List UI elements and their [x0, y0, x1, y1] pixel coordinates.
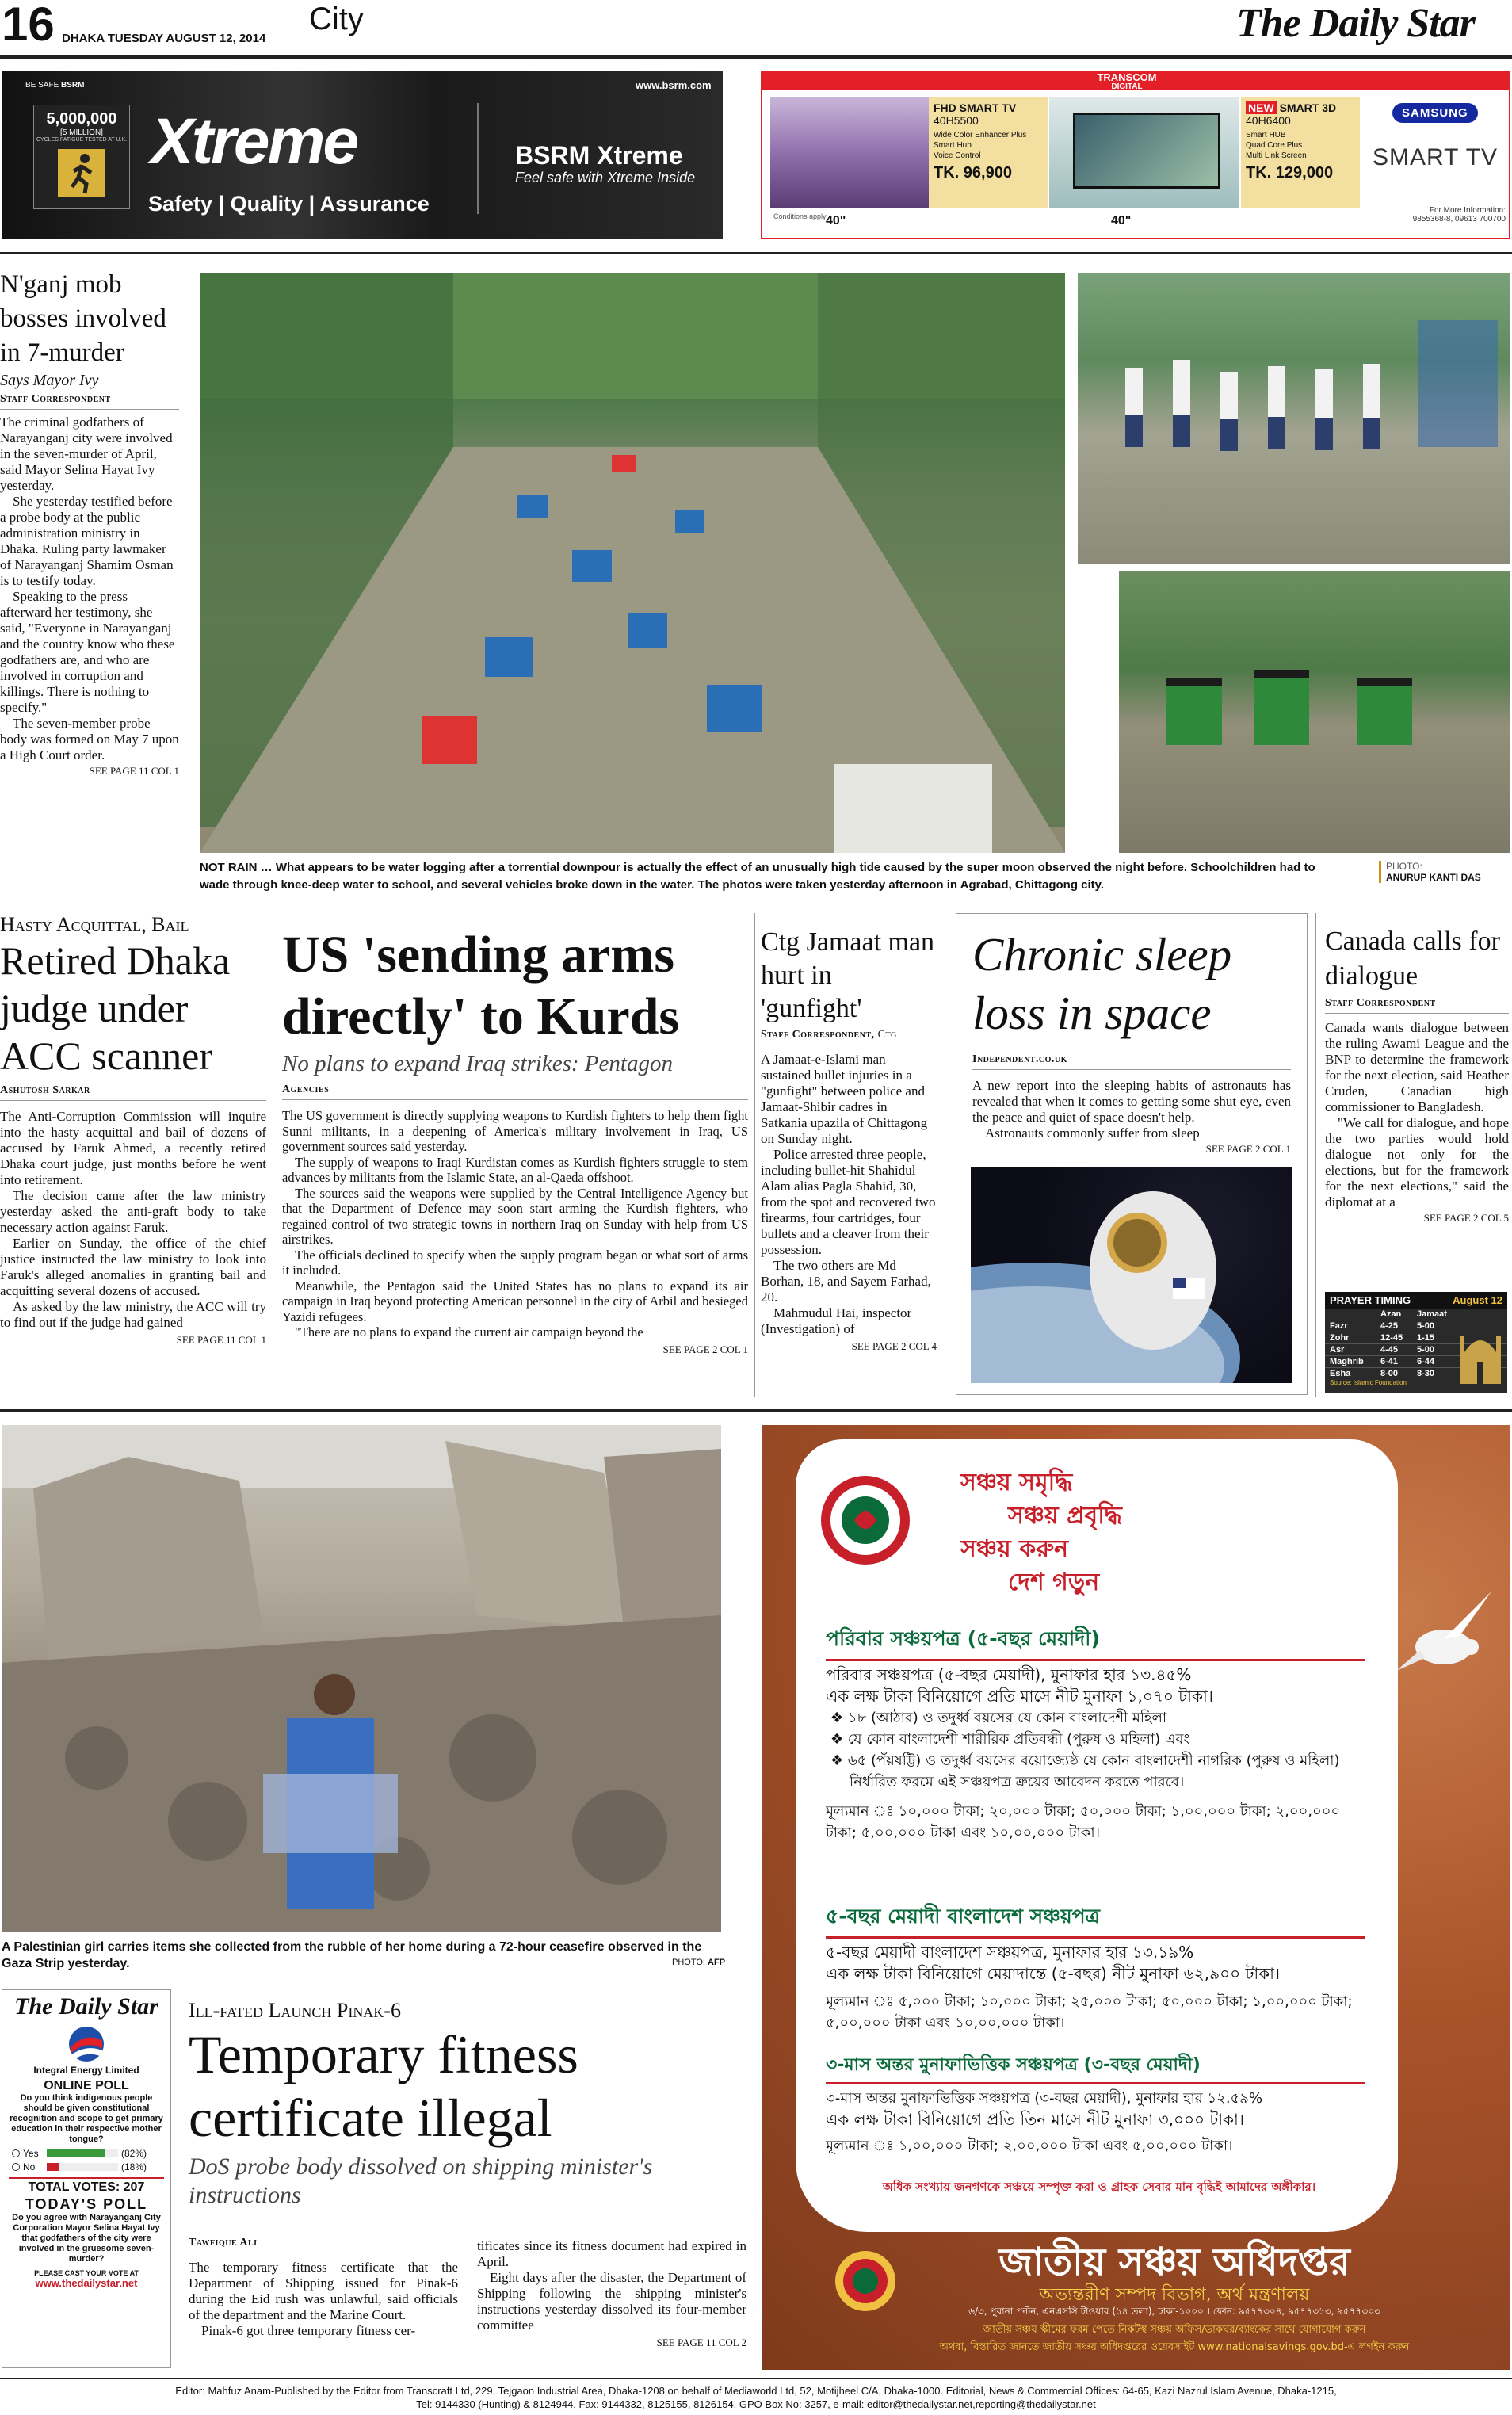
scheme-1-heading: পরিবার সঞ্চয়পত্র (৫-বছর মেয়াদী) [826, 1623, 1365, 1661]
ad-samsung-tv1-panel [929, 97, 1048, 208]
ad-national-savings[interactable] [762, 1425, 1510, 2370]
gaza-caption: A Palestinian girl carries items she collected from the rubble of her home during a 72-hour ceasefire observed in the Gaza Strip yesterday. [2, 1940, 702, 1970]
ad-samsung-tv1-image [770, 97, 929, 208]
dateline: DHAKA TUESDAY AUGUST 12, 2014 [62, 32, 266, 45]
ad-samsung-dealer: TRANSCOM DIGITAL [1097, 71, 1157, 91]
no-bar [47, 2163, 59, 2171]
bangladesh-emblem-icon [818, 1473, 913, 1568]
yes-radio[interactable] [12, 2149, 20, 2157]
scheme-1-price: মূল্যমান ঃ ১০,০০০ টাকা; ২০,০০০ টাকা; ৫০,০০০ টাকা; ১,০০,০০০ টাকা; ২,০০,০০০ টাকা; ৫,০০,০০০ টাকা এবং ১০,০০,০০০ টাকা। [826, 1803, 1341, 1841]
no-radio[interactable] [12, 2163, 20, 2171]
azan-time: 12-45 [1380, 1333, 1403, 1343]
ad-bsrm-count: 5,000,000 [46, 110, 117, 128]
ad-samsung-tv2-panel [1241, 97, 1360, 208]
deck: No plans to expand Iraq strikes: Pentagon [282, 1051, 673, 1076]
photo-flooded-street [200, 273, 1065, 853]
story-body: A new report into the sleeping habits of astronauts has revealed that when it comes to getting some shut eye, even the peace and quiet of space doesn't help. Astronauts commonly suffer from sleep [972, 1078, 1291, 1141]
headline[interactable]: Temporary fitness certificate illegal [189, 2024, 578, 2148]
byline: Staff Correspondent, Ctg [761, 1029, 937, 1045]
see-page[interactable]: SEE PAGE 2 COL 5 [1423, 1212, 1509, 1224]
rubble-scene [2, 1425, 721, 1932]
tv2-features: Smart HUB Quad Core Plus Multi Link Screen [1246, 131, 1307, 160]
jamaat-time: 5-00 [1417, 1321, 1435, 1331]
poll-url[interactable]: www.thedailystar.net [35, 2277, 138, 2289]
photo-caption: NOT RAIN … What appears to be water logging after a torrential downpour is actually the effect of an unusually high tide caused by the super moon observed the night before. Schoolchildren had to wade through knee-deep water to school, and several vehicles broke down in the water. The photos were taken yesterday afternoon in Agrabad, Chittagong city. [200, 861, 1315, 892]
imprint-line-2: Tel: 9144330 (Hunting) & 8124944, Fax: 9144332, 8125155, 8126154, GPO Box No: 3257, e-mail: editor@thedailystar.net,reporting@thedailystar.net [416, 2398, 1096, 2410]
story-canada [1325, 924, 1509, 1225]
azan-time: 4-45 [1380, 1345, 1399, 1355]
prayer-header: PRAYER TIMING August 12 [1325, 1292, 1507, 1309]
see-page[interactable]: SEE PAGE 2 COL 1 [662, 1343, 748, 1355]
headline[interactable]: N'ganj mob bosses involved in 7-murder [0, 270, 166, 367]
story-body: The Anti-Corruption Commission will inquire into the hasty acquittal and bail of dozens of accused by Faruk Ahmed, a recently retired Dhaka court judge, just months before he went into retirement. The decision came after the law ministry yesterday asked the anti-graft body to take necessary action against Faruk. Earlier on Sunday, the office of the chief justice instructed the law ministry to look into Faruk's alleged anomalies in granting bail and acquitting several dozens of accused. As asked by the law ministry, the ACC will try to find out if the judge had gained [0, 1109, 266, 1330]
prayer-timing-box [1325, 1292, 1507, 1393]
prayer-name: Fazr [1330, 1321, 1348, 1331]
smart-tv-logo: SMART TV [1373, 144, 1499, 170]
yes-bar-track [47, 2149, 118, 2157]
poll-logo: The Daily Star [14, 1993, 158, 2020]
deck: Says Mayor Ivy [0, 372, 99, 389]
jamaat-time: 6-44 [1417, 1357, 1435, 1366]
ad-bsrm-divider [477, 103, 479, 214]
photo-credit: PHOTO: ANURUP KANTI DAS [1379, 861, 1481, 883]
jamaat-time: 1-15 [1417, 1333, 1435, 1343]
tv1-price: TK. 96,900 [934, 164, 1012, 182]
prayer-name: Maghrib [1330, 1357, 1364, 1366]
ad-bsrm-count-note: CYCLES FATIGUE TESTED AT U.K. [36, 137, 128, 143]
headline[interactable]: Ctg Jamaat man hurt in 'gunfight' [761, 927, 935, 1023]
story-pinak-col2 [477, 2238, 746, 2349]
ad-bsrm-count-box [33, 105, 130, 209]
yes-bar [47, 2149, 105, 2157]
headline[interactable]: US 'sending arms directly' to Kurds [282, 926, 680, 1045]
see-page[interactable]: SEE PAGE 11 COL 1 [89, 765, 179, 777]
ad-samsung[interactable] [761, 71, 1510, 239]
headline[interactable]: Retired Dhaka judge under ACC scanner [0, 938, 231, 1078]
savings-scheme-1: পরিবার সঞ্চয়পত্র (৫-বছর মেয়াদী) পরিবার সঞ্চয়পত্র (৫-বছর মেয়াদী), মুনাফার হার ১৩.৪৫% এক লক্ষ টাকা বিনিয়োগে প্রতি মাসে নীট মুনাফা ১,০৭০ টাকা। ❖ ১৮ (আঠার) ও তদুর্ধ্ব বয়সের যে কোন বাংলাদেশী মহিলা ❖ যে কোন বাংলাদেশী শারীরিক প্রতিবন্ধী (পুরুষ ও মহিলা) এবং ❖ ৬৫ (পঁয়ষট্টি) ও তদুর্ধ্ব বয়সের বয়োজ্যেষ্ঠ যে কোন বাংলাদেশী নাগরিক (পুরুষ ও মহিলা) নির্ধারিত ফরমে এই সঞ্চয়পত্র ক্রয়ের আবেদন করতে পারবে। মূল্যমান ঃ ১০,০০০ টাকা; ২০,০০০ টাকা; ৫০,০০০ টাকা; ১,০০,০০০ টাকা; ২,০০,০০০ টাকা; ৫,০০,০০০ টাকা এবং ১০,০০,০০০ টাকা। [826, 1623, 1365, 1844]
mosque-icon [1457, 1313, 1504, 1384]
samsung-logo: SAMSUNG [1392, 103, 1478, 123]
no-bar-track [47, 2163, 118, 2171]
story-pinak-col1 [189, 2237, 458, 2339]
photo-broken-vehicles [1119, 571, 1510, 853]
row-rule-2 [0, 1409, 1512, 1412]
ad-bsrm-brand: BSRM Xtreme [515, 141, 683, 170]
newspaper-logo: The Daily Star [1236, 1, 1475, 46]
astronaut-scene [971, 1167, 1292, 1383]
savings-ministry: অভ্যন্তরীণ সম্পদ বিভাগ, অর্থ মন্ত্রণালয় [1039, 2285, 1310, 2305]
photo-schoolchildren [1078, 273, 1510, 564]
story-judge [0, 913, 266, 1347]
gaza-credit: PHOTO: AFP [672, 1958, 726, 1967]
tv2-price: TK. 129,000 [1246, 164, 1334, 182]
byline: Ashutosh Sarkar [0, 1084, 266, 1101]
prayer-name: Esha [1330, 1369, 1351, 1378]
today-poll-question: Do you agree with Narayanganj City Corporation Mayor Selina Hayat Ivy that godfathers of the city were involved in the gruesome seven-murder? [12, 2213, 161, 2264]
azan-time: 6-41 [1380, 1357, 1399, 1366]
runner-icon [58, 149, 105, 197]
story-nganj [0, 268, 179, 778]
story-body: A Jamaat-e-Islami man sustained bullet injuries in a "gunfight" between police and Jamaat-Shibir cadres in Satkania upazila of Chittagong on Sunday night. Police arrested three people, including bullet-hit Shahidul Alam alias Pagla Shahid, 30, from the spot and recovered two firearms, four cartridges, four bullets and a cleaver from their possession. The two others are Md Borhan, 18, and Sayem Farhad, 20. Mahmudul Hai, inspector (Investigation) of [761, 1052, 936, 1336]
story-body: Canada wants dialogue between the ruling Awami League and the BNP to determine the framework for the next election, said Heather Cruden, Canadian high commissioner to Bangladesh. "We call for dialogue, and hope the two parties would hold dialogue not only for the elections, but for the framework for the next elections," said the diplomat at a [1325, 1020, 1509, 1209]
ad-bsrm-url: www.bsrm.com [636, 79, 712, 91]
masthead-rule [0, 55, 1512, 59]
byline: Staff Correspondent [0, 393, 179, 410]
scheme-3-heading: ৩-মাস অন্তর মুনাফাভিত্তিক সঞ্চয়পত্র (৩-বছর মেয়াদী) [826, 2051, 1365, 2084]
savings-contact-1: জাতীয় সঞ্চয় স্কীমের ফরম পেতে নিকটস্থ সঞ্চয় অফিস/ডাকঘর/ব্যাংকের সাথে যোগাযোগ করুন [983, 2324, 1366, 2336]
children-scene [1078, 273, 1510, 564]
col-rule [1315, 913, 1316, 1397]
story-body-col2: tificates since its fitness document had expired in April. Eight days after the disaster, the Department of Shipping following the shipping minister's instructions yesterday dissolved its four-member committee [477, 2238, 746, 2333]
photo-astronaut [971, 1167, 1292, 1383]
online-poll [2, 1989, 171, 2368]
story-body: The US government is directly supplying weapons to Kurdish fighters to help them fight Sunni militants, in a deepening of America's military involvement in Iraq, US government sources said yesterday. The supply of weapons to Iraqi Kurdistan comes as Kurdish fighters struggle to stem advances by militants from the Islamic State, an al-Qaeda offshoot. The sources said the weapons were supplied by the Central Intelligence Agency but that the Department of Defence may soon start arming the Kurdish fighters, who regained control of two strategic towns in northern Iraq on Sunday with help from US airstrikes. The officials declined to specify when the supply program began or what sort of arms it included. Meanwhile, the Pentagon said the United States has no plans to expand its air campaign in Iraq beyond protecting American personnel in the city of Arbil and besieged Yazidi refugees. "There are no plans to expand the current air campaign beyond the [282, 1108, 748, 1339]
ad-bsrm-count-sub: [5 MILLION] [60, 128, 103, 137]
story-jamaat [761, 926, 937, 1353]
scheme-1-bullets: ❖ ১৮ (আঠার) ও তদুর্ধ্ব বয়সের যে কোন বাংলাদেশী মহিলা ❖ যে কোন বাংলাদেশী শারীরিক প্রতিবন্ধী (পুরুষ ও মহিলা) এবং ❖ ৬৫ (পঁয়ষট্টি) ও তদুর্ধ্ব বয়সের বয়োজ্যেষ্ঠ যে কোন বাংলাদেশী নাগরিক (পুরুষ ও মহিলা) নির্ধারিত ফরমে এই সঞ্চয়পত্র ক্রয়ের আবেদন করতে পারবে। [830, 1710, 1340, 1790]
col-rule [754, 913, 755, 1397]
savings-contact-2[interactable]: অথবা, বিস্তারিত জানতে জাতীয় সঞ্চয় অধিদপ্তরের ওয়েবসাইট www.nationalsavings.gov.bd-এ লগইন করুন [939, 2341, 1410, 2353]
imprint-line-1: Editor: Mahfuz Anam-Published by the Editor from Transcraft Ltd, 229, Tejgaon Industrial Area, Dhaka-1208 on behalf of Mediaworld Ltd, 52, Motijheel C/A, Dhaka-1000. Editorial, News & Commercial Offices: 64-65, Kazi Nazrul Islam Avenue, Dhaka-1215, [175, 2385, 1337, 2397]
ad-bsrm-slogan: Feel safe with Xtreme Inside [515, 170, 696, 185]
photo-gaza-rubble [2, 1425, 721, 1932]
prayer-colheads: Azan Jamaat [1380, 1309, 1447, 1319]
tv2-model: 40H6400 [1246, 114, 1291, 127]
see-page[interactable]: SEE PAGE 11 COL 2 [656, 2337, 746, 2348]
cng-scene [1119, 571, 1510, 853]
ads-rule [0, 252, 1512, 254]
ad-samsung-tv-image [1049, 97, 1239, 208]
savings-slogan: সঞ্চয় সমৃদ্ধি সঞ্চয় প্রবৃদ্ধি সঞ্চয় করুন দেশ গড়ুন [960, 1469, 1122, 1596]
deck: DoS probe body dissolved on shipping minister's instructions [189, 2153, 653, 2208]
tv2-name: NEW SMART 3D [1241, 97, 1360, 114]
ad-samsung-info: For More Information: 9855368-8, 09613 700700 [1412, 206, 1506, 224]
story-pinak [189, 1999, 748, 2210]
savings-scheme-3: ৩-মাস অন্তর মুনাফাভিত্তিক সঞ্চয়পত্র (৩-বছর মেয়াদী) ৩-মাস অন্তর মুনাফাভিত্তিক সঞ্চয়পত্র (৩-বছর মেয়াদী), মুনাফার হার ১২.৫৯% এক লক্ষ টাকা বিনিয়োগে প্রতি তিন মাসে নীট মুনাফা ৩,০০০ টাকা। মূল্যমান ঃ ১,০০,০০০ টাকা; ২,০০,০০০ টাকা এবং ৫,০০,০০০ টাকা। [826, 2051, 1365, 2157]
savings-scheme-2: ৫-বছর মেয়াদী বাংলাদেশ সঞ্চয়পত্র ৫-বছর মেয়াদী বাংলাদেশ সঞ্চয়পত্র, মুনাফার হার ১৩.১৯% এক লক্ষ টাকা বিনিয়োগে মেয়াদান্তে (৫-বছর) নীট মুনাফা ৬২,৯০০ টাকা। মূল্যমান ঃ ৫,০০০ টাকা; ১০,০০০ টাকা; ২৫,০০০ টাকা; ৫০,০০০ টাকা; ১,০০,০০০ টাকা; ৫,০০,০০০ টাকা এবং ১০,০০,০০০ টাকা। [826, 1901, 1365, 2034]
page-number: 16 [2, 0, 55, 51]
savings-address: ৬/৩, পুরানা পল্টন, এনএসসি টাওয়ার (১৪ তলা), ঢাকা-১০০০ । ফোন: ৯৫৭৭৩০৪, ৯৫৭৭৩১৩, ৯৫৭৭৩০৩ [968, 2306, 1380, 2317]
poll-no-row: No (18%) [12, 2161, 161, 2172]
savings-commitment: অধিক সংখ্যায় জনগণকে সঞ্চয়ে সম্পৃক্ত করা ও গ্রাহক সেবার মান বৃদ্ধিই আমাদের অঙ্গীকার। [882, 2180, 1316, 2194]
see-page[interactable]: SEE PAGE 11 COL 1 [176, 1334, 266, 1346]
imprint [0, 2384, 1512, 2411]
poll-total: TOTAL VOTES: 207 [9, 2177, 164, 2195]
footer-rule [0, 2378, 1512, 2379]
jamaat-time: 8-30 [1417, 1369, 1435, 1378]
azan-time: 8-00 [1380, 1369, 1399, 1378]
scheme-3-price: মূল্যমান ঃ ১,০০,০০০ টাকা; ২,০০,০০০ টাকা এবং ৫,০০,০০০ টাকা। [826, 2138, 1233, 2154]
byline: Independent.co.uk [972, 1053, 1291, 1070]
tv1-model: 40H5500 [934, 114, 979, 127]
section-name: City [309, 2, 364, 36]
poll-results [2, 2145, 170, 2176]
ad-bsrm[interactable] [2, 71, 723, 239]
nsd-logo-icon [834, 2249, 897, 2313]
tv1-name: FHD SMART TV [934, 101, 1017, 114]
headline[interactable]: Chronic sleep loss in space [972, 928, 1232, 1039]
poll-question: Do you think indigenous people should be given constitutional recognition and scope to get primary education in their respective mother tongue? [10, 2093, 163, 2144]
prayer-source: Source: Islamic Foundation [1330, 1379, 1407, 1386]
kicker: Ill-fated Launch Pinak-6 [189, 1999, 401, 2022]
prayer-name: Asr [1330, 1345, 1345, 1355]
story-body-col1: The temporary fitness certificate that the Department of Shipping issued for Pinak-6 during the Eid rush was unlawful, said officials of the department and the Marine Court. Pinak-6 got three temporary fitness cer- [189, 2260, 458, 2338]
byline: Staff Correspondent [1325, 997, 1509, 1014]
ad-bsrm-besafe: BE SAFE BSRM [25, 81, 85, 90]
savings-org: জাতীয় সঞ্চয় অধিদপ্তর [998, 2240, 1350, 2284]
story-body: The criminal godfathers of Narayanganj city were involved in the seven-murder of April, said Mayor Selina Hayat Ivy yesterday. She yesterday testified before a probe body at the public administration ministry in Dhaka. Ruling party lawmaker of Narayanganj Shamim Osman is to testify today. Speaking to the press afterward her testimony, she said, "Everyone in Narayanganj and the country know who these godfathers are, and who are involved in corruption and killings. There is nothing to specify." The seven-member probe body was formed on May 7 upon a High Court order. [0, 415, 179, 762]
byline: Tawfique Ali [189, 2237, 458, 2253]
tv1-features: Wide Color Enhancer Plus Smart Hub Voice Control [934, 131, 1027, 160]
tv2-size: 40" [1111, 214, 1132, 227]
scheme-2-price: মূল্যমান ঃ ৫,০০০ টাকা; ১০,০০০ টাকা; ২৫,০০০ টাকা; ৫০,০০০ টাকা; ১,০০,০০০ টাকা; ৫,০০,০০০ টাকা এবং ১০,০০,০০০ টাকা। [826, 1993, 1353, 2031]
jamaat-time: 5-00 [1417, 1345, 1435, 1355]
see-page[interactable]: SEE PAGE 2 COL 4 [851, 1340, 937, 1352]
ad-samsung-apply: Conditions apply [773, 212, 827, 220]
poll-yes-row: Yes (82%) [12, 2148, 161, 2159]
kicker: Hasty Acquittal, Bail [0, 913, 189, 936]
azan-time: 4-25 [1380, 1321, 1399, 1331]
prayer-name: Zohr [1330, 1333, 1350, 1343]
headline[interactable]: Canada calls for dialogue [1325, 927, 1500, 991]
tv1-size: 40" [826, 214, 846, 227]
poll-cta: PLEASE CAST YOUR VOTE AT [34, 2269, 139, 2277]
scheme-2-heading: ৫-বছর মেয়াদী বাংলাদেশ সঞ্চয়পত্র [826, 1901, 1365, 1939]
ad-bsrm-logo: Xtreme [151, 105, 357, 178]
story-sleep [956, 913, 1308, 1395]
ad-bsrm-tagline: Safety | Quality | Assurance [148, 192, 430, 216]
flood-scene [200, 273, 1065, 853]
see-page[interactable]: SEE PAGE 2 COL 1 [1205, 1143, 1291, 1155]
dove-icon [1388, 1584, 1499, 1726]
today-poll-title: TODAY'S POLL [25, 2196, 148, 2212]
integral-energy-logo [67, 2025, 105, 2063]
byline: Agencies [282, 1083, 748, 1100]
story-kurds [282, 924, 748, 1356]
poll-title: ONLINE POLL [44, 2079, 129, 2092]
poll-sponsor: Integral Energy Limited [33, 2065, 139, 2076]
